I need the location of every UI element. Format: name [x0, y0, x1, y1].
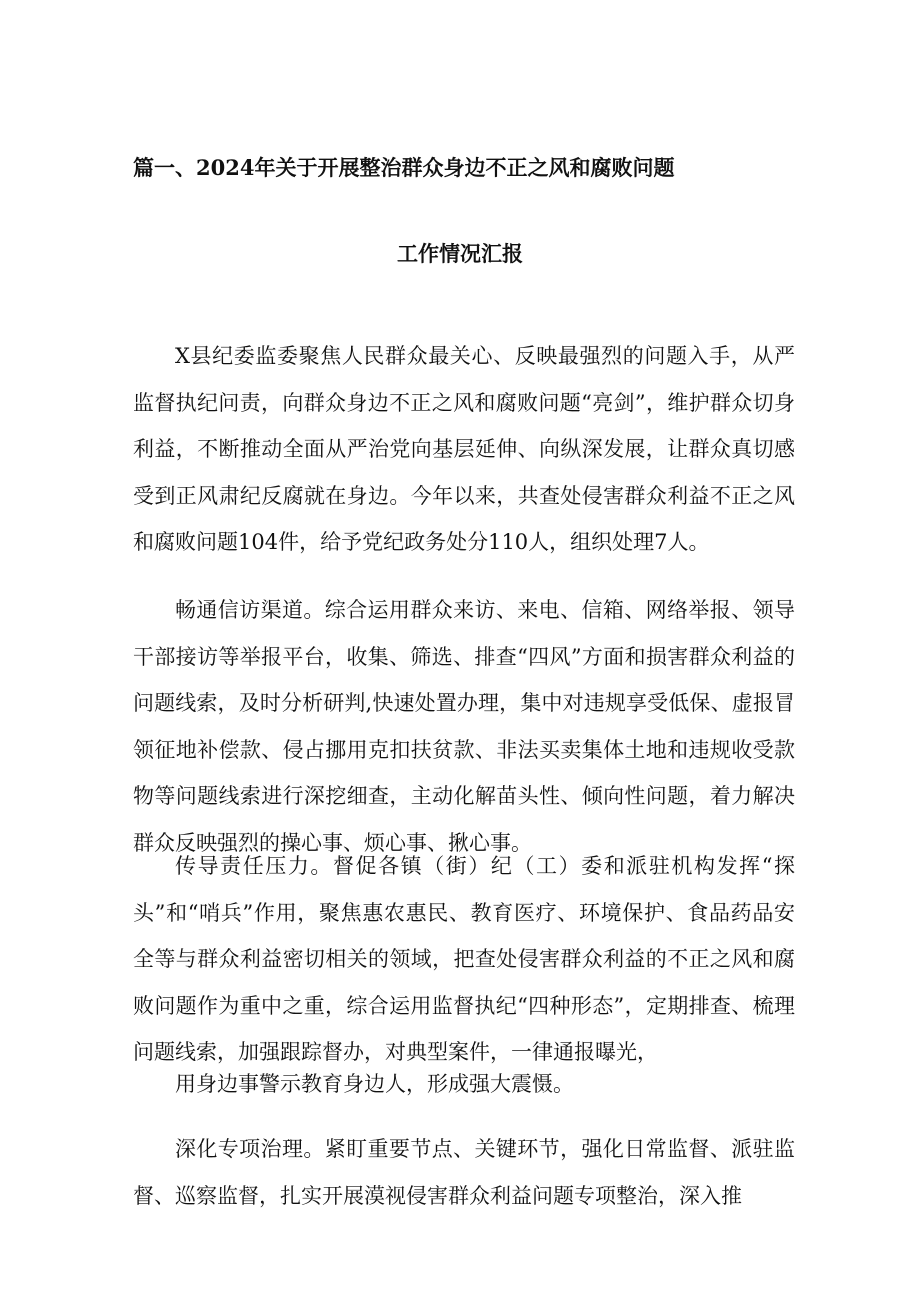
document-title-line-1: 篇一、2024年关于开展整治群众身边不正之风和腐败问题: [133, 155, 675, 180]
paragraph-petition-channels: 畅通信访渠道。综合运用群众来访、来电、信箱、网络举报、领导干部接访等举报平台，收集、筛选、排查“四风”方面和损害群众利益的问题线索，及时分析研判,快速处置办理，集中对违规享受低保、虚报冒领征地补偿款、侵占挪用克扣扶贫款、非法买卖集体土地和违规收受款物等问题线索进行深挖细查，主动化解苗头性、倾向性问题，着力解决群众反映强烈的操心事、烦心事、揪心事。: [133, 598, 795, 855]
paragraph-warning-education: 用身边事警示教育身边人，形成强大震慑。: [175, 1072, 574, 1096]
document-title-line-2: 工作情况汇报: [397, 241, 523, 266]
paragraph-special-governance: 深化专项治理。紧盯重要节点、关键环节，强化日常监督、派驻监督、巡察监督，扎实开展漠视侵害群众利益问题专项整治，深入推: [133, 1137, 795, 1208]
paragraph-intro: X县纪委监委聚焦人民群众最关心、反映最强烈的问题入手，从严监督执纪问责，向群众身边不正之风和腐败问题“亮剑”，维护群众切身利益，不断推动全面从严治党向基层延伸、向纵深发展，让群众真切感受到正风肃纪反腐就在身边。今年以来，共查处侵害群众利益不正之风和腐败问题104件，给予党纪政务处分110人，组织处理7人。: [133, 344, 795, 554]
paragraph-responsibility: 传导责任压力。督促各镇（街）纪（工）委和派驻机构发挥“探头”和“哨兵”作用，聚焦惠农惠民、教育医疗、环境保护、食品药品安全等与群众利益密切相关的领域，把查处侵害群众利益的不正之风和腐败问题作为重中之重，综合运用监督执纪“四种形态”，定期排查、梳理问题线索，加强跟踪督办，对典型案件，一律通报曝光，: [133, 854, 795, 1064]
